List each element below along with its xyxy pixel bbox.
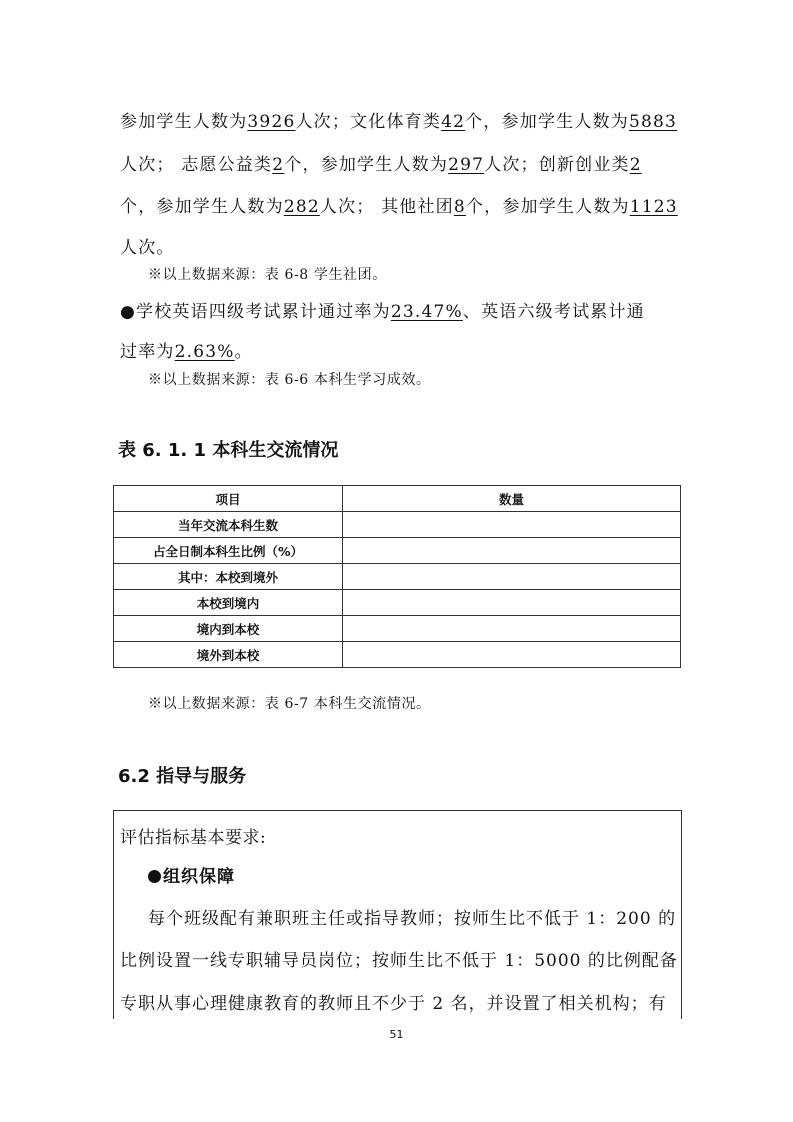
table-row [114,538,681,564]
table-row [114,564,681,590]
value-cell [343,642,681,668]
bullet-icon [148,870,161,883]
section-title: 6.2 指导与服务 [118,766,247,787]
para1-line4: 人次。 [120,238,175,258]
value: 282 [283,197,320,217]
table-header-row [114,486,681,512]
row-label: 本校到境内 [114,590,343,616]
exchange-table [113,485,681,668]
box-heading: 评估指标基本要求: [120,828,267,848]
row-label: 其中：本校到境外 [114,564,343,590]
box-subheading: 组织保障 [148,862,235,887]
value-cell [343,538,681,564]
value: 42 [441,112,466,132]
row-label: 当年交流本科生数 [114,512,343,538]
para1-line1: 参加学生人数为3926人次；文化体育类42个，参加学生人数为5883 [120,112,678,132]
value: 8 [453,197,466,217]
row-label: 占全日制本科生比例（%） [114,538,343,564]
value-cell [343,564,681,590]
value-cell [343,616,681,642]
source-note-1: ※以上数据来源：表 6-8 学生社团。 [148,267,387,283]
column-header: 数量 [343,486,681,512]
table-row [114,642,681,668]
table-row [114,590,681,616]
source-note-3: ※以上数据来源：表 6-7 本科生交流情况。 [148,696,431,712]
value: 23.47% [390,302,463,322]
value: 297 [448,155,485,175]
value: 2 [272,155,285,175]
para1-line3: 个，参加学生人数为282人次； 其他社团8个，参加学生人数为1123 [120,197,678,217]
page-number: 51 [389,1028,404,1041]
source-note-2: ※以上数据来源：表 6-6 本科生学习成效。 [148,372,431,388]
box-line-2: 比例设置一线专职辅导员岗位；按师生比不低于 1：5000 的比例配备 [120,951,678,971]
value: 1123 [629,197,678,217]
para2-line2: 过率为2.63%。 [120,342,253,362]
row-label: 境内到本校 [114,616,343,642]
value: 2.63% [174,342,235,362]
table-row [114,616,681,642]
column-header: 项目 [114,486,343,512]
table-row [114,512,681,538]
para2-line1: ●学校英语四级考试累计通过率为23.47%、英语六级考试累计通 [120,302,645,322]
table-title: 表 6. 1. 1 本科生交流情况 [118,440,339,461]
para1-line2: 人次； 志愿公益类2个，参加学生人数为297人次；创新创业类2 [120,155,642,175]
box-line-3: 专职从事心理健康教育的教师且不少于 2 名，并设置了相关机构；有 [120,994,667,1014]
value: 2 [629,155,642,175]
value-cell [343,590,681,616]
value-cell [343,512,681,538]
value: 5883 [628,112,678,132]
row-label: 境外到本校 [114,642,343,668]
box-line-1: 每个班级配有兼职班主任或指导教师；按师生比不低于 1：200 的 [148,909,677,929]
value: 3926 [247,112,296,132]
